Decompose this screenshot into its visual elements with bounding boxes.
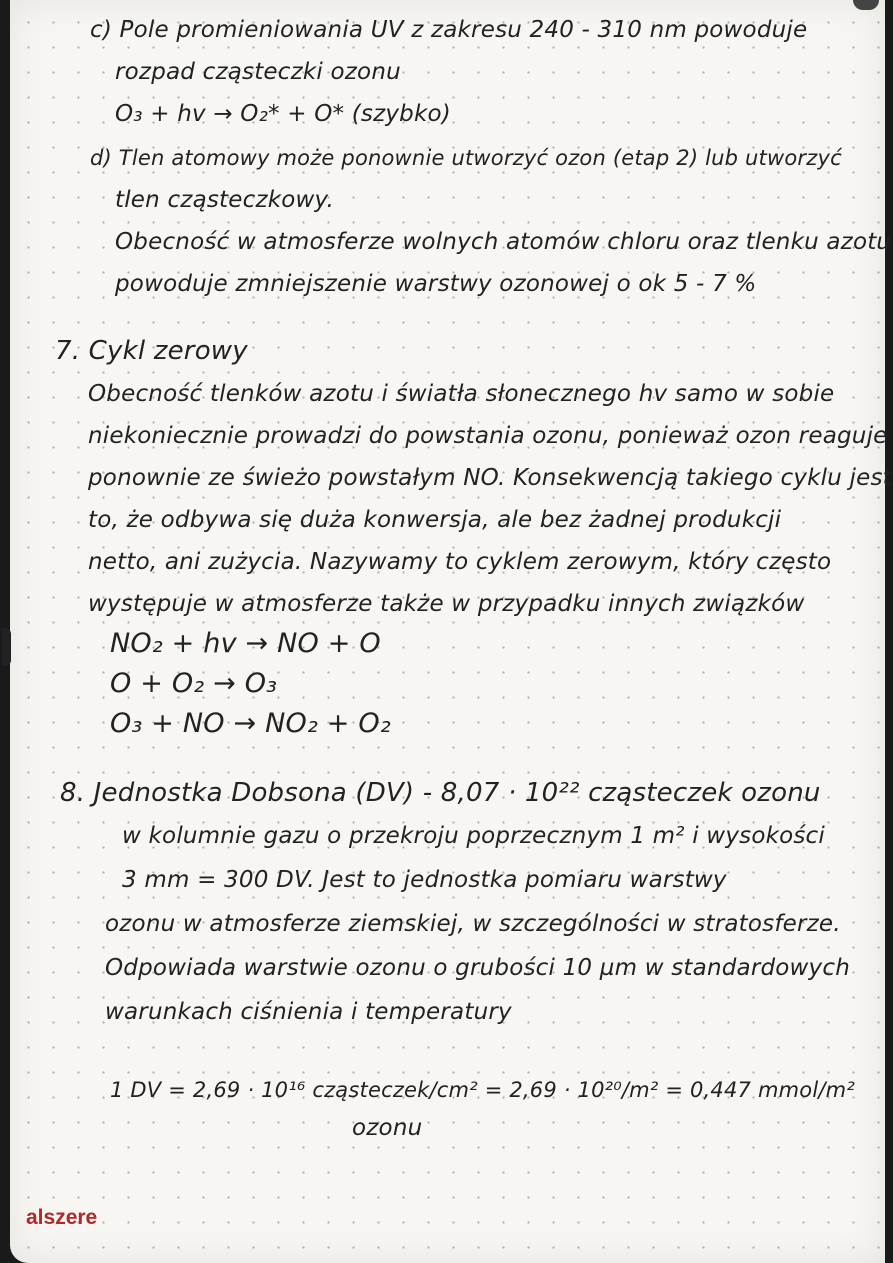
section-7-line: ponownie ze świeżo powstałym NO. Konsekwencją takiego cyklu jest bbox=[88, 465, 892, 491]
section-8-line: ozonu w atmosferze ziemskiej, w szczególności w stratosferze. bbox=[105, 911, 841, 937]
section-d-line-4: powoduje zmniejszenie warstwy ozonowej o ok 5 - 7 % bbox=[115, 271, 757, 297]
section-7-line: to, że odbywa się duża konwersja, ale bez żadnej produkcji bbox=[88, 507, 782, 533]
dobson-formula: 1 DV = 2,69 · 10¹⁶ cząsteczek/cm² = 2,69 · 10²⁰/m² = 0,447 mmol/m² bbox=[110, 1078, 855, 1102]
section-8-heading: 8. Jednostka Dobsona (DV) - 8,07 · 10²² cząsteczek ozonu bbox=[60, 778, 821, 808]
section-8-line: w kolumnie gazu o przekroju poprzecznym 1 m² i wysokości bbox=[122, 823, 825, 849]
section-7-heading: 7. Cykl zerowy bbox=[55, 336, 248, 366]
section-7-line: Obecność tlenków azotu i światła słonecznego hv samo w sobie bbox=[88, 381, 835, 407]
section-c-equation: O₃ + hv → O₂* + O* (szybko) bbox=[115, 101, 451, 127]
section-c-line-2: rozpad cząsteczki ozonu bbox=[115, 59, 401, 85]
section-c-line-1: c) Pole promieniowania UV z zakresu 240 - 310 nm powoduje bbox=[90, 17, 808, 43]
notebook-page bbox=[10, 0, 892, 1263]
section-d-line-1: d) Tlen atomowy może ponownie utworzyć ozon (etap 2) lub utworzyć bbox=[90, 146, 842, 170]
section-8-line: warunkach ciśnienia i temperatury bbox=[105, 999, 512, 1025]
dobson-formula-subscript: ozonu bbox=[352, 1115, 423, 1141]
watermark-text: alszere bbox=[26, 1206, 98, 1229]
section-7-line: występuje w atmosferze także w przypadku innych związków bbox=[88, 591, 805, 617]
section-7-equation: O + O₂ → O₃ bbox=[110, 668, 278, 699]
section-8-line: 3 mm = 300 DV. Jest to jednostka pomiaru warstwy bbox=[122, 867, 727, 893]
section-7-line: netto, ani zużycia. Nazywamy to cyklem zerowym, który często bbox=[88, 549, 832, 575]
section-7-equation: O₃ + NO → NO₂ + O₂ bbox=[110, 708, 391, 739]
section-8-line: Odpowiada warstwie ozonu o grubości 10 µm w standardowych bbox=[105, 955, 850, 981]
section-7-equation: NO₂ + hv → NO + O bbox=[110, 628, 381, 659]
binding-mark bbox=[2, 628, 11, 666]
section-7-line: niekoniecznie prowadzi do powstania ozonu, ponieważ ozon reaguje bbox=[88, 423, 888, 449]
page-corner-mark bbox=[853, 0, 879, 10]
section-d-line-3: Obecność w atmosferze wolnych atomów chloru oraz tlenku azotu bbox=[115, 229, 892, 255]
section-d-line-2: tlen cząsteczkowy. bbox=[115, 187, 335, 213]
